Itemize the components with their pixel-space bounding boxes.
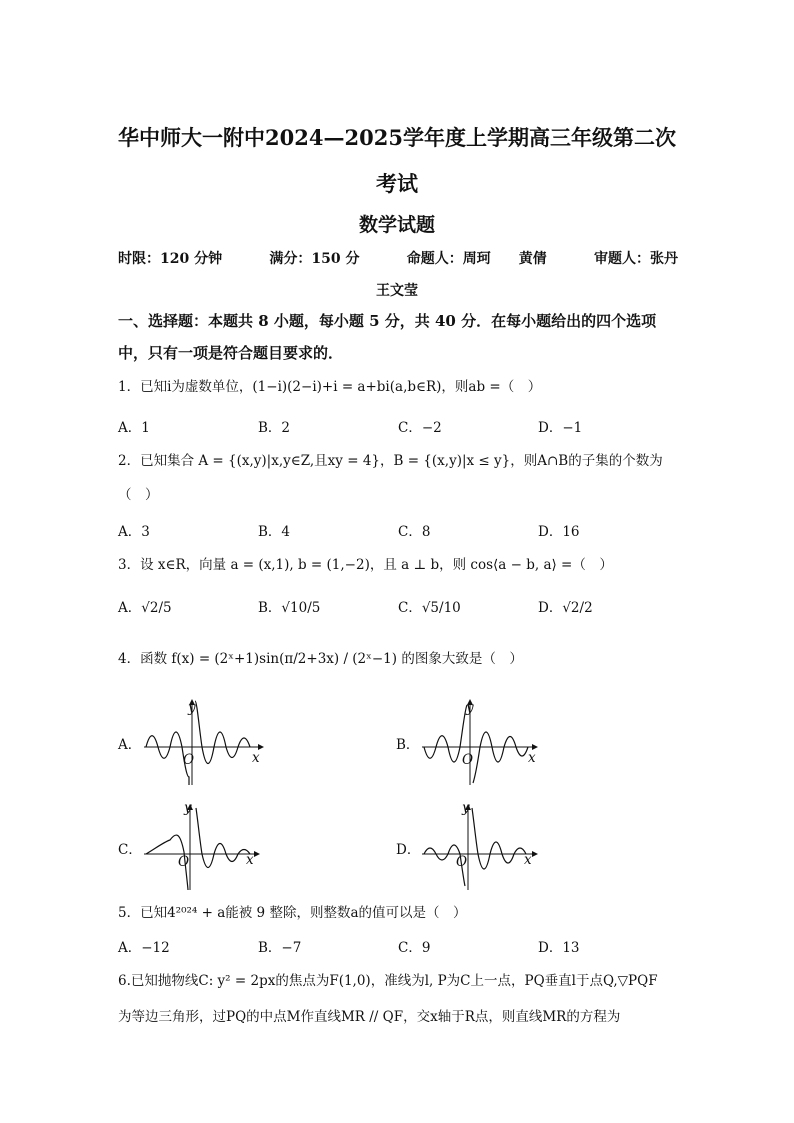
q2-option-b: B．4 [258, 524, 291, 540]
reviewer: 审题人：张丹 [593, 251, 678, 267]
q4-option-c-label: C． [118, 842, 142, 858]
q4-option-b-label: B． [396, 737, 420, 753]
q4-option-d-label: D． [396, 842, 421, 858]
q4-c-origin: O [178, 854, 190, 870]
question-6: 6.已知抛物线C: y² = 2px的焦点为F(1,0)，准线为l, P为C上一点，PQ垂直l于点Q,▽PQF [118, 973, 658, 989]
section-heading-cont: 中，只有一项是符合题目要求的． [118, 344, 344, 362]
q3-option-d: D．√2/2 [538, 600, 593, 616]
q5-option-b: B．−7 [258, 940, 302, 956]
question-6-cont: 为等边三角形，过PQ的中点M作直线MR // QF，交x轴于R点，则直线MR的方程为 [118, 1009, 621, 1025]
q4-a-axis-x: x [252, 750, 260, 766]
q4-a-axis-y: y [188, 700, 196, 716]
q4-c-axis-y: y [184, 800, 192, 816]
q5-options [118, 936, 678, 956]
q4-d-axis-y: y [462, 800, 470, 816]
q4-a-origin: O [183, 752, 195, 768]
time-limit: 时限：120 分钟 [118, 251, 223, 267]
q2-option-d: D．16 [538, 524, 580, 540]
q4-c-axis-x: x [246, 852, 254, 868]
section-heading: 一、选择题：本题共 8 小题，每小题 5 分，共 40 分．在每小题给出的四个选项 [118, 312, 657, 330]
q4-graph-b [420, 697, 546, 787]
q4-graph-c [142, 802, 268, 892]
page-title: 华中师大一附中2024—2025学年度上学期高三年级第二次 [118, 125, 676, 150]
q1-option-c: C．−2 [398, 420, 442, 436]
q2-option-a: A．3 [118, 524, 150, 540]
q4-b-origin: O [462, 752, 474, 768]
q5-option-c: C．9 [398, 940, 431, 956]
q1-options [118, 416, 678, 436]
q3-options [118, 596, 678, 616]
q2-options [118, 520, 678, 540]
exam-meta [118, 248, 678, 268]
page-title-cont: 考试 [376, 171, 418, 196]
q3-option-b: B．√10/5 [258, 600, 321, 616]
q1-option-b: B．2 [258, 420, 291, 436]
author: 命题人：周珂 黄倩 [406, 251, 547, 267]
q4-d-origin: O [456, 854, 468, 870]
q5-option-d: D．13 [538, 940, 580, 956]
q3-option-a: A．√2/5 [118, 600, 172, 616]
q5-option-a: A．−12 [118, 940, 170, 956]
reviewer-2: 王文莹 [376, 283, 418, 299]
q4-option-a-label: A． [118, 737, 142, 753]
q3-option-c: C．√5/10 [398, 600, 461, 616]
question-2: 2．已知集合 A = {(x,y)|x,y∈Z,且xy = 4}，B = {(x,y)|x ≤ y}，则A∩B的子集的个数为 [118, 453, 663, 469]
question-5: 5．已知4²⁰²⁴ + a能被 9 整除，则整数a的值可以是（ ） [118, 905, 467, 921]
full-score: 满分：150 分 [269, 251, 360, 267]
q1-option-a: A．1 [118, 420, 150, 436]
q4-d-axis-x: x [524, 852, 532, 868]
q4-b-axis-y: y [466, 700, 474, 716]
q1-option-d: D．−1 [538, 420, 583, 436]
question-4: 4．函数 f(x) = (2ˣ+1)sin(π/2+3x) / (2ˣ−1) 的图象大致是（ ） [118, 651, 523, 667]
question-3: 3．设 x∈R，向量 a = (x,1), b = (1,−2)，且 a ⊥ b，则 cos⟨a − b, a⟩ =（ ） [118, 557, 613, 573]
q4-graph-a [142, 697, 268, 787]
q4-graph-d [420, 802, 546, 892]
question-1: 1．已知i为虚数单位，(1−i)(2−i)+i = a+bi(a,b∈R)，则ab =（ ） [118, 379, 542, 395]
q2-option-c: C．8 [398, 524, 431, 540]
question-2-cont: （ ） [118, 487, 159, 503]
subtitle: 数学试题 [358, 214, 435, 236]
q4-b-axis-x: x [528, 750, 536, 766]
